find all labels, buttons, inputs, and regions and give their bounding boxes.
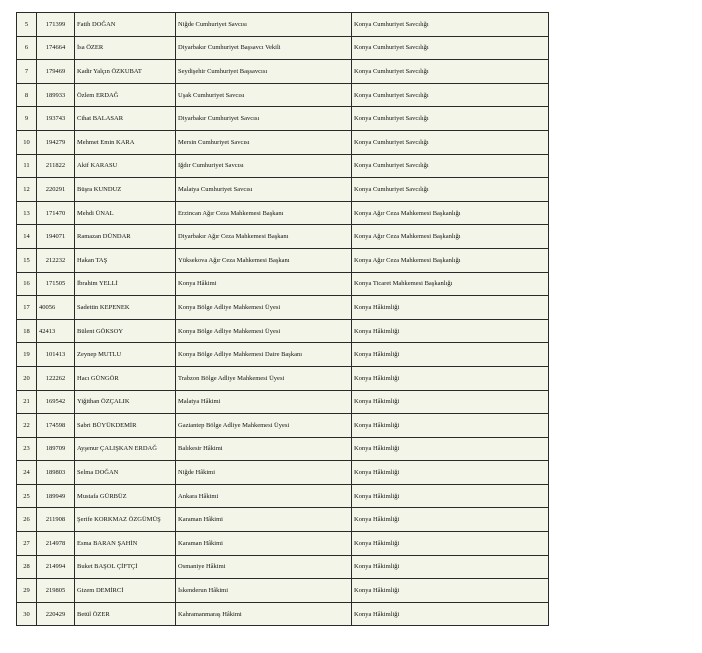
- registry-number-cell: 220429: [37, 602, 75, 626]
- table-row: [17, 484, 549, 508]
- new-post-cell: Konya Hâkimliği: [352, 366, 549, 390]
- new-post-cell: Konya Cumhuriyet Savcılığı: [352, 154, 549, 178]
- name-cell: Gizem DEMİRCİ: [75, 579, 176, 603]
- row-number-cell: 20: [17, 366, 37, 390]
- new-post-cell: Konya Hâkimliği: [352, 461, 549, 485]
- row-number-cell: 13: [17, 201, 37, 225]
- current-post-cell: İskenderun Hâkimi: [176, 579, 352, 603]
- row-number-cell: 30: [17, 602, 37, 626]
- registry-number-cell: 189933: [37, 83, 75, 107]
- registry-number-cell: 122262: [37, 366, 75, 390]
- new-post-cell: Konya Cumhuriyet Savcılığı: [352, 13, 549, 37]
- current-post-cell: Diyarbakır Cumhuriyet Savcısı: [176, 107, 352, 131]
- new-post-cell: Konya Cumhuriyet Savcılığı: [352, 36, 549, 60]
- table-row: [17, 508, 549, 532]
- row-number-cell: 24: [17, 461, 37, 485]
- new-post-cell: Konya Hâkimliği: [352, 484, 549, 508]
- name-cell: Ayşenur ÇALIŞKAN ERDAĞ: [75, 437, 176, 461]
- registry-number-cell: 194279: [37, 130, 75, 154]
- table-row: [17, 319, 549, 343]
- table-row: [17, 130, 549, 154]
- current-post-cell: Gaziantep Bölge Adliye Mahkemesi Üyesi: [176, 414, 352, 438]
- registry-number-cell: 169542: [37, 390, 75, 414]
- row-number-cell: 17: [17, 296, 37, 320]
- registry-number-cell: 211822: [37, 154, 75, 178]
- name-cell: Esma BARAN ŞAHİN: [75, 532, 176, 556]
- name-cell: İbrahim YELLİ: [75, 272, 176, 296]
- registry-number-cell: 193743: [37, 107, 75, 131]
- table-row: [17, 461, 549, 485]
- name-cell: Ramazan DÜNDAR: [75, 225, 176, 249]
- registry-number-cell: 174664: [37, 36, 75, 60]
- name-cell: Hakan TAŞ: [75, 248, 176, 272]
- new-post-cell: Konya Hâkimliği: [352, 555, 549, 579]
- table-row: [17, 248, 549, 272]
- registry-number-cell: 211908: [37, 508, 75, 532]
- row-number-cell: 19: [17, 343, 37, 367]
- new-post-cell: Konya Cumhuriyet Savcılığı: [352, 83, 549, 107]
- row-number-cell: 21: [17, 390, 37, 414]
- current-post-cell: Niğde Cumhuriyet Savcısı: [176, 13, 352, 37]
- new-post-cell: Konya Cumhuriyet Savcılığı: [352, 107, 549, 131]
- current-post-cell: Uşak Cumhuriyet Savcısı: [176, 83, 352, 107]
- table-row: [17, 154, 549, 178]
- table-body: [17, 13, 549, 626]
- appointment-table: [16, 12, 549, 626]
- new-post-cell: Konya Cumhuriyet Savcılığı: [352, 178, 549, 202]
- row-number-cell: 28: [17, 555, 37, 579]
- table-row: [17, 225, 549, 249]
- current-post-cell: Konya Bölge Adliye Mahkemesi Üyesi: [176, 296, 352, 320]
- registry-number-cell: 212232: [37, 248, 75, 272]
- table-row: [17, 178, 549, 202]
- current-post-cell: Seydişehir Cumhuriyet Başsavcısı: [176, 60, 352, 84]
- current-post-cell: Kahramanmaraş Hâkimi: [176, 602, 352, 626]
- row-number-cell: 9: [17, 107, 37, 131]
- table-row: [17, 366, 549, 390]
- row-number-cell: 14: [17, 225, 37, 249]
- table-row: [17, 83, 549, 107]
- row-number-cell: 11: [17, 154, 37, 178]
- current-post-cell: Diyarbakır Ağır Ceza Mahkemesi Başkanı: [176, 225, 352, 249]
- new-post-cell: Konya Hâkimliği: [352, 414, 549, 438]
- name-cell: Sabri BÜYÜKDEMİR: [75, 414, 176, 438]
- name-cell: Fatih DOĞAN: [75, 13, 176, 37]
- table-row: [17, 390, 549, 414]
- new-post-cell: Konya Hâkimliği: [352, 437, 549, 461]
- new-post-cell: Konya Ağır Ceza Mahkemesi Başkanlığı: [352, 201, 549, 225]
- name-cell: Şerife KORKMAZ ÖZGÜMÜŞ: [75, 508, 176, 532]
- registry-number-cell: 194071: [37, 225, 75, 249]
- row-number-cell: 29: [17, 579, 37, 603]
- registry-number-cell: 189949: [37, 484, 75, 508]
- name-cell: İsa ÖZER: [75, 36, 176, 60]
- row-number-cell: 23: [17, 437, 37, 461]
- new-post-cell: Konya Cumhuriyet Savcılığı: [352, 60, 549, 84]
- table-row: [17, 36, 549, 60]
- name-cell: Kadir Yalçın ÖZKUBAT: [75, 60, 176, 84]
- name-cell: Mustafa GÜRBÜZ: [75, 484, 176, 508]
- current-post-cell: Konya Hâkimi: [176, 272, 352, 296]
- current-post-cell: Diyarbakır Cumhuriyet Başsavcı Vekili: [176, 36, 352, 60]
- current-post-cell: Mersin Cumhuriyet Savcısı: [176, 130, 352, 154]
- table-row: [17, 555, 549, 579]
- row-number-cell: 25: [17, 484, 37, 508]
- current-post-cell: Konya Bölge Adliye Mahkemesi Daire Başkanı: [176, 343, 352, 367]
- new-post-cell: Konya Hâkimliği: [352, 343, 549, 367]
- current-post-cell: Malatya Hâkimi: [176, 390, 352, 414]
- registry-number-cell: 189709: [37, 437, 75, 461]
- row-number-cell: 16: [17, 272, 37, 296]
- table-row: [17, 60, 549, 84]
- registry-number-cell: 214994: [37, 555, 75, 579]
- name-cell: Bülent GÖKSOY: [75, 319, 176, 343]
- table-row: [17, 532, 549, 556]
- registry-number-cell: 179469: [37, 60, 75, 84]
- table-row: [17, 414, 549, 438]
- name-cell: Cihat BALASAR: [75, 107, 176, 131]
- registry-number-cell: 171470: [37, 201, 75, 225]
- current-post-cell: Balıkesir Hâkimi: [176, 437, 352, 461]
- table-row: [17, 296, 549, 320]
- row-number-cell: 26: [17, 508, 37, 532]
- table-row: [17, 272, 549, 296]
- table-row: [17, 13, 549, 37]
- name-cell: Mehdi ÜNAL: [75, 201, 176, 225]
- name-cell: Sadettin KEPENEK: [75, 296, 176, 320]
- registry-number-cell: 174598: [37, 414, 75, 438]
- name-cell: Buket BAŞOL ÇİFTÇİ: [75, 555, 176, 579]
- registry-number-cell: 171505: [37, 272, 75, 296]
- registry-number-cell: 219805: [37, 579, 75, 603]
- table-row: [17, 602, 549, 626]
- row-number-cell: 27: [17, 532, 37, 556]
- current-post-cell: Karaman Hâkimi: [176, 508, 352, 532]
- registry-number-cell: 40056: [37, 296, 75, 320]
- name-cell: Büşra KUNDUZ: [75, 178, 176, 202]
- row-number-cell: 10: [17, 130, 37, 154]
- row-number-cell: 7: [17, 60, 37, 84]
- new-post-cell: Konya Hâkimliği: [352, 602, 549, 626]
- name-cell: Zeynep MUTLU: [75, 343, 176, 367]
- name-cell: Akif KARASU: [75, 154, 176, 178]
- name-cell: Yiğithan ÖZÇALIK: [75, 390, 176, 414]
- current-post-cell: Osmaniye Hâkimi: [176, 555, 352, 579]
- current-post-cell: Erzincan Ağır Ceza Mahkemesi Başkanı: [176, 201, 352, 225]
- row-number-cell: 6: [17, 36, 37, 60]
- registry-number-cell: 220291: [37, 178, 75, 202]
- table-row: [17, 201, 549, 225]
- registry-number-cell: 189803: [37, 461, 75, 485]
- table-row: [17, 107, 549, 131]
- current-post-cell: Niğde Hâkimi: [176, 461, 352, 485]
- current-post-cell: Trabzon Bölge Adliye Mahkemesi Üyesi: [176, 366, 352, 390]
- row-number-cell: 12: [17, 178, 37, 202]
- new-post-cell: Konya Ağır Ceza Mahkemesi Başkanlığı: [352, 248, 549, 272]
- row-number-cell: 5: [17, 13, 37, 37]
- row-number-cell: 8: [17, 83, 37, 107]
- new-post-cell: Konya Cumhuriyet Savcılığı: [352, 130, 549, 154]
- new-post-cell: Konya Hâkimliği: [352, 508, 549, 532]
- name-cell: Mehmet Emin KARA: [75, 130, 176, 154]
- current-post-cell: Malatya Cumhuriyet Savcısı: [176, 178, 352, 202]
- registry-number-cell: 171399: [37, 13, 75, 37]
- table-row: [17, 343, 549, 367]
- name-cell: Selma DOĞAN: [75, 461, 176, 485]
- current-post-cell: Karaman Hâkimi: [176, 532, 352, 556]
- new-post-cell: Konya Hâkimliği: [352, 532, 549, 556]
- name-cell: Betül ÖZER: [75, 602, 176, 626]
- name-cell: Hacı GÜNGÖR: [75, 366, 176, 390]
- row-number-cell: 18: [17, 319, 37, 343]
- table-row: [17, 579, 549, 603]
- new-post-cell: Konya Ağır Ceza Mahkemesi Başkanlığı: [352, 225, 549, 249]
- current-post-cell: Ankara Hâkimi: [176, 484, 352, 508]
- row-number-cell: 15: [17, 248, 37, 272]
- table-row: [17, 437, 549, 461]
- current-post-cell: Yüksekova Ağır Ceza Mahkemesi Başkanı: [176, 248, 352, 272]
- registry-number-cell: 214978: [37, 532, 75, 556]
- current-post-cell: Iğdır Cumhuriyet Savcısı: [176, 154, 352, 178]
- new-post-cell: Konya Hâkimliği: [352, 319, 549, 343]
- name-cell: Özlem ERDAĞ: [75, 83, 176, 107]
- new-post-cell: Konya Hâkimliği: [352, 579, 549, 603]
- new-post-cell: Konya Ticaret Mahkemesi Başkanlığı: [352, 272, 549, 296]
- registry-number-cell: 101413: [37, 343, 75, 367]
- new-post-cell: Konya Hâkimliği: [352, 296, 549, 320]
- registry-number-cell: 42413: [37, 319, 75, 343]
- new-post-cell: Konya Hâkimliği: [352, 390, 549, 414]
- row-number-cell: 22: [17, 414, 37, 438]
- current-post-cell: Konya Bölge Adliye Mahkemesi Üyesi: [176, 319, 352, 343]
